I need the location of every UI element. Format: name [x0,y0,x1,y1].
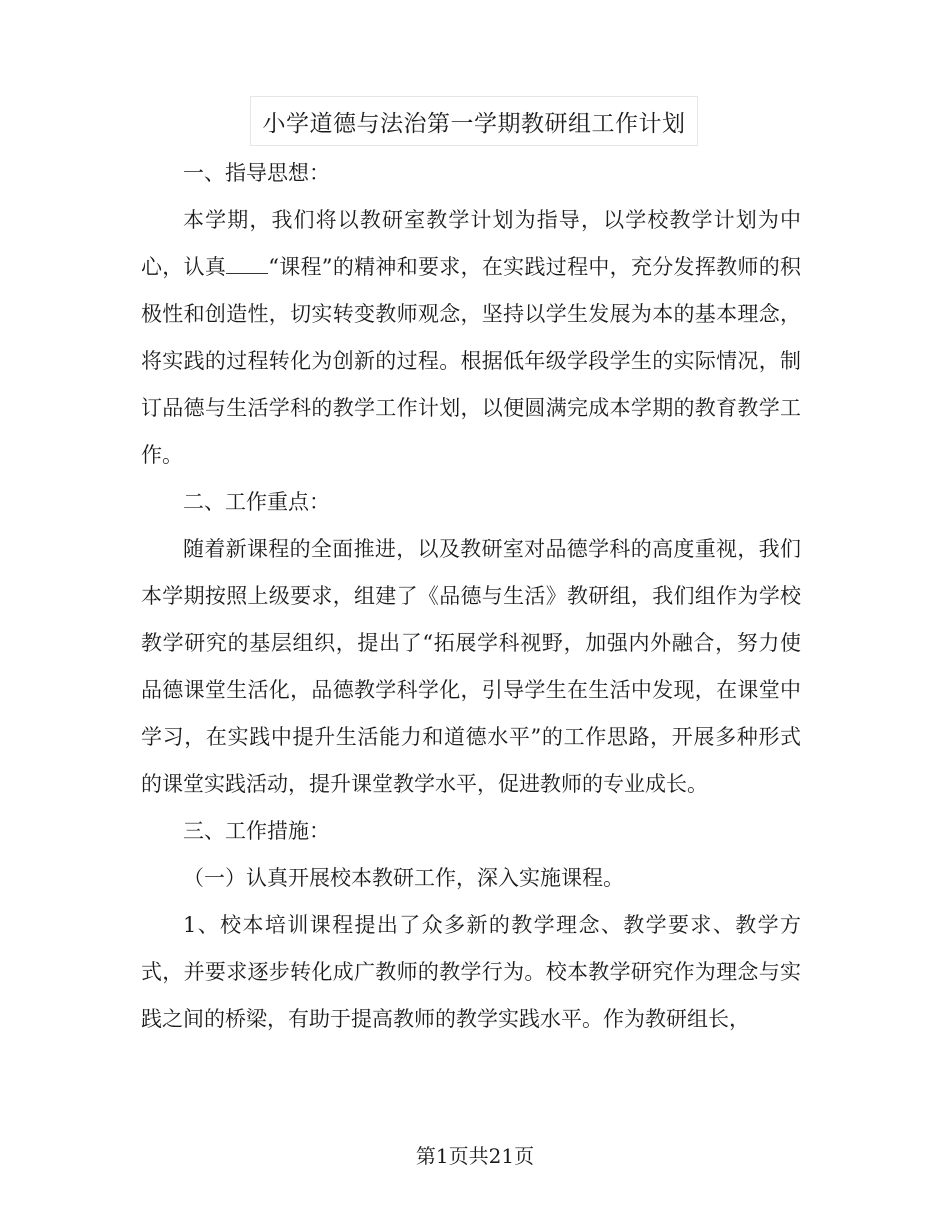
paragraph-school-training: 1、校本培训课程提出了众多新的教学理念、教学要求、教学方式，并要求逐步转化成广教师的教学行为。校本教学研究作为理念与实践之间的桥梁，有助于提高教师的教学实践水平。作为教研组长， [141,913,801,1031]
subheading-school-research: （一）认真开展校本教研工作，深入实施课程。 [183,866,624,890]
heading-guiding-thought: 一、指导思想： [183,161,330,185]
heading-work-focus: 二、工作重点： [183,490,330,514]
document-body [141,150,801,1043]
page-number: 第1页共21页 [415,1144,535,1168]
paragraph-work-focus: 随着新课程的全面推进，以及教研室对品德学科的高度重视，我们本学期按照上级要求，组建了《品德与生活》教研组，我们组作为学校教学研究的基层组织，提出了“拓展学科视野，加强内外融合，努力使品德课堂生活化，品德教学科学化，引导学生在生活中发现，在课堂中学习，在实践中提升生活能力和道德水平”的工作思路，开展多种形式的课堂实践活动，提升课堂教学水平，促进教师的专业成长。 [141,537,801,796]
document-title: 小学道德与法治第一学期教研组工作计划 [262,110,686,137]
paragraph-guiding-thought [141,197,801,479]
paragraph-guiding-thought-part1: 本学期，我们将以教研室教学计划为指导，以学校教学计划为中心，认真 [141,208,801,279]
title-frame [250,96,698,146]
heading-work-measures: 三、工作措施： [183,819,330,843]
blank-underline [226,255,268,274]
paragraph-guiding-thought-part2: “课程”的精神和要求，在实践过程中，充分发挥教师的积极性和创造性，切实转变教师观念，坚持以学生发展为本的基本理念，将实践的过程转化为创新的过程。根据低年级学段学生的实际情况，制订品德与生活学科的教学工作计划，以便圆满完成本学期的教育教学工作。 [141,255,801,467]
